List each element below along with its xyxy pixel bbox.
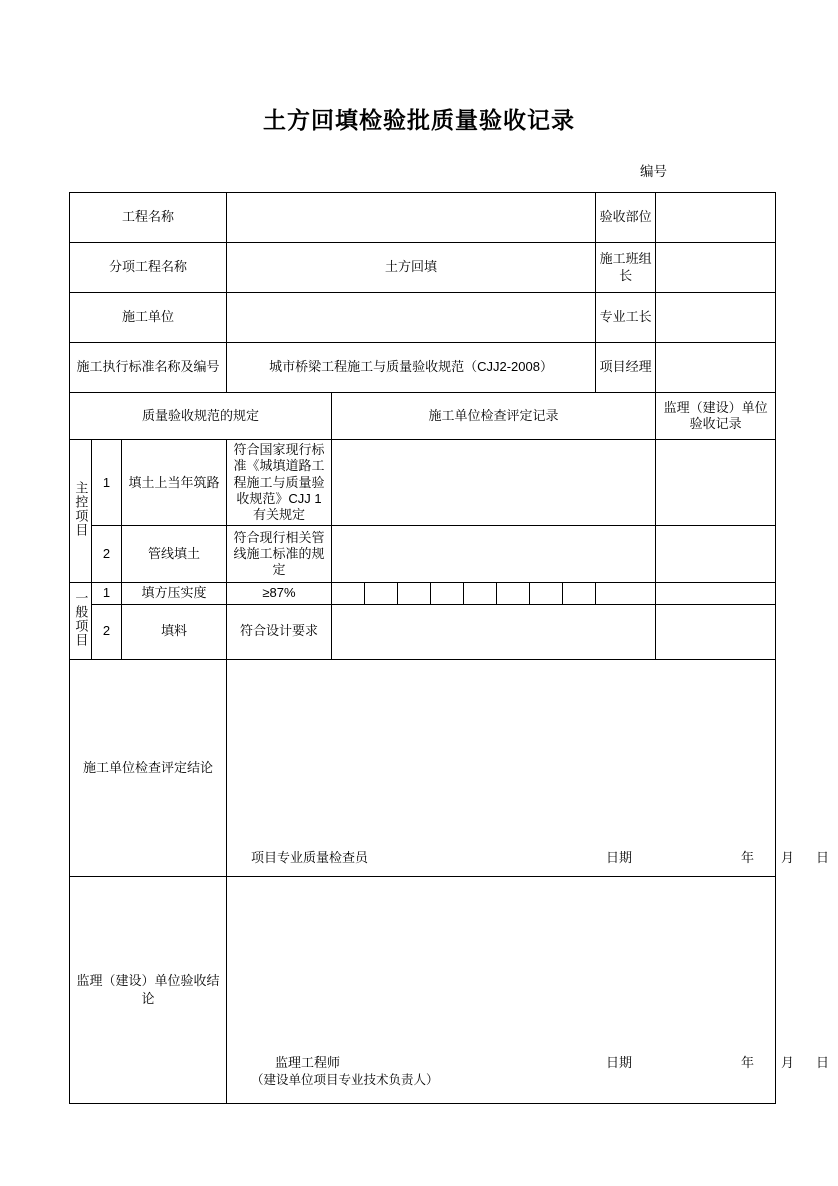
- main-item-supervisor[interactable]: [656, 526, 776, 583]
- contractor-conclusion-label: 施工单位检查评定结论: [70, 659, 227, 876]
- team-leader-label: 施工班组长: [596, 243, 656, 293]
- measurement-cell[interactable]: [365, 583, 398, 604]
- main-item-name: 填土上当年筑路: [122, 440, 227, 526]
- team-leader-value[interactable]: [656, 243, 776, 293]
- general-item-requirement: 符合设计要求: [227, 604, 332, 659]
- measurement-cell[interactable]: [398, 583, 431, 604]
- inspection-form-table: [69, 192, 830, 1104]
- contractor-label: 施工单位: [70, 293, 227, 343]
- main-item-record[interactable]: [332, 440, 656, 526]
- subitem-name-value[interactable]: 土方回填: [227, 243, 596, 293]
- table-row: [70, 604, 776, 659]
- col-header-contractor-record: 施工单位检查评定记录: [332, 393, 656, 440]
- col-header-supervisor-record: 监理（建设）单位验收记录: [656, 393, 776, 440]
- measurement-cell[interactable]: [530, 583, 563, 604]
- table-row: [70, 243, 776, 293]
- page-title: 土方回填检验批质量验收记录: [263, 107, 575, 133]
- general-item-name: 填料: [122, 604, 227, 659]
- table-row: [70, 440, 776, 526]
- acceptance-part-value[interactable]: [656, 193, 776, 243]
- foreman-value[interactable]: [656, 293, 776, 343]
- project-manager-value[interactable]: [656, 343, 776, 393]
- general-item-supervisor[interactable]: [656, 604, 776, 659]
- measurement-cell[interactable]: [332, 583, 365, 604]
- measurement-cell[interactable]: [464, 583, 497, 604]
- general-items-section-label: 一般项目: [70, 583, 92, 659]
- general-item-name: 填方压实度: [122, 583, 227, 604]
- standard-label: 施工执行标准名称及编号: [70, 343, 227, 393]
- table-row: [70, 193, 776, 243]
- standard-value[interactable]: 城市桥梁工程施工与质量验收规范（CJJ2-2008）: [227, 343, 596, 393]
- main-item-no: 2: [92, 526, 122, 583]
- measurement-cell[interactable]: [497, 583, 530, 604]
- quality-inspector-label: 项目专业质量检查员: [251, 849, 369, 865]
- main-item-record[interactable]: [332, 526, 656, 583]
- general-item-no: 1: [92, 583, 122, 604]
- table-row: [70, 876, 776, 1103]
- acceptance-part-label: 验收部位: [596, 193, 656, 243]
- main-item-requirement: 符合现行相关管线施工标准的规定: [227, 526, 332, 583]
- table-row: [70, 343, 776, 393]
- subitem-name-label: 分项工程名称: [70, 243, 227, 293]
- table-row: [70, 583, 776, 604]
- month-label: 月: [781, 1054, 795, 1070]
- main-item-no: 1: [92, 440, 122, 526]
- main-item-requirement: 符合国家现行标准《城填道路工程施工与质量验收规范》CJJ 1有关规定: [227, 440, 332, 526]
- project-manager-label: 项目经理: [596, 343, 656, 393]
- measurement-cell[interactable]: [596, 583, 656, 604]
- code-label: 编号: [640, 164, 667, 179]
- project-name-label: 工程名称: [70, 193, 227, 243]
- col-header-spec: 质量验收规范的规定: [70, 393, 332, 440]
- measurement-cell[interactable]: [431, 583, 464, 604]
- date-label: 日期: [606, 1054, 633, 1070]
- day-label: 日: [816, 1054, 830, 1070]
- project-name-value[interactable]: [227, 193, 596, 243]
- main-items-section-label: 主控项目: [70, 440, 92, 583]
- supervisor-engineer-label: 监理工程师: [275, 1054, 341, 1070]
- measurement-cell[interactable]: [563, 583, 596, 604]
- table-row: [70, 293, 776, 343]
- table-row: [70, 393, 776, 440]
- year-label: 年: [741, 1054, 755, 1070]
- contractor-value[interactable]: [227, 293, 596, 343]
- general-item-requirement: ≥87%: [227, 583, 332, 604]
- general-item-record[interactable]: [332, 604, 656, 659]
- main-item-supervisor[interactable]: [656, 440, 776, 526]
- month-label: 月: [781, 849, 795, 865]
- main-item-name: 管线填土: [122, 526, 227, 583]
- general-item-no: 2: [92, 604, 122, 659]
- supervisor-note: （建设单位项目专业技术负责人）: [251, 1072, 439, 1087]
- date-label: 日期: [606, 849, 633, 865]
- foreman-label: 专业工长: [596, 293, 656, 343]
- contractor-conclusion-cell[interactable]: [227, 659, 830, 876]
- supervisor-conclusion-label: 监理（建设）单位验收结论: [70, 876, 227, 1103]
- general-item-supervisor[interactable]: [656, 583, 776, 604]
- table-row: [70, 659, 776, 876]
- year-label: 年: [741, 849, 755, 865]
- day-label: 日: [816, 849, 830, 865]
- table-row: [70, 526, 776, 583]
- supervisor-conclusion-cell[interactable]: [227, 876, 830, 1103]
